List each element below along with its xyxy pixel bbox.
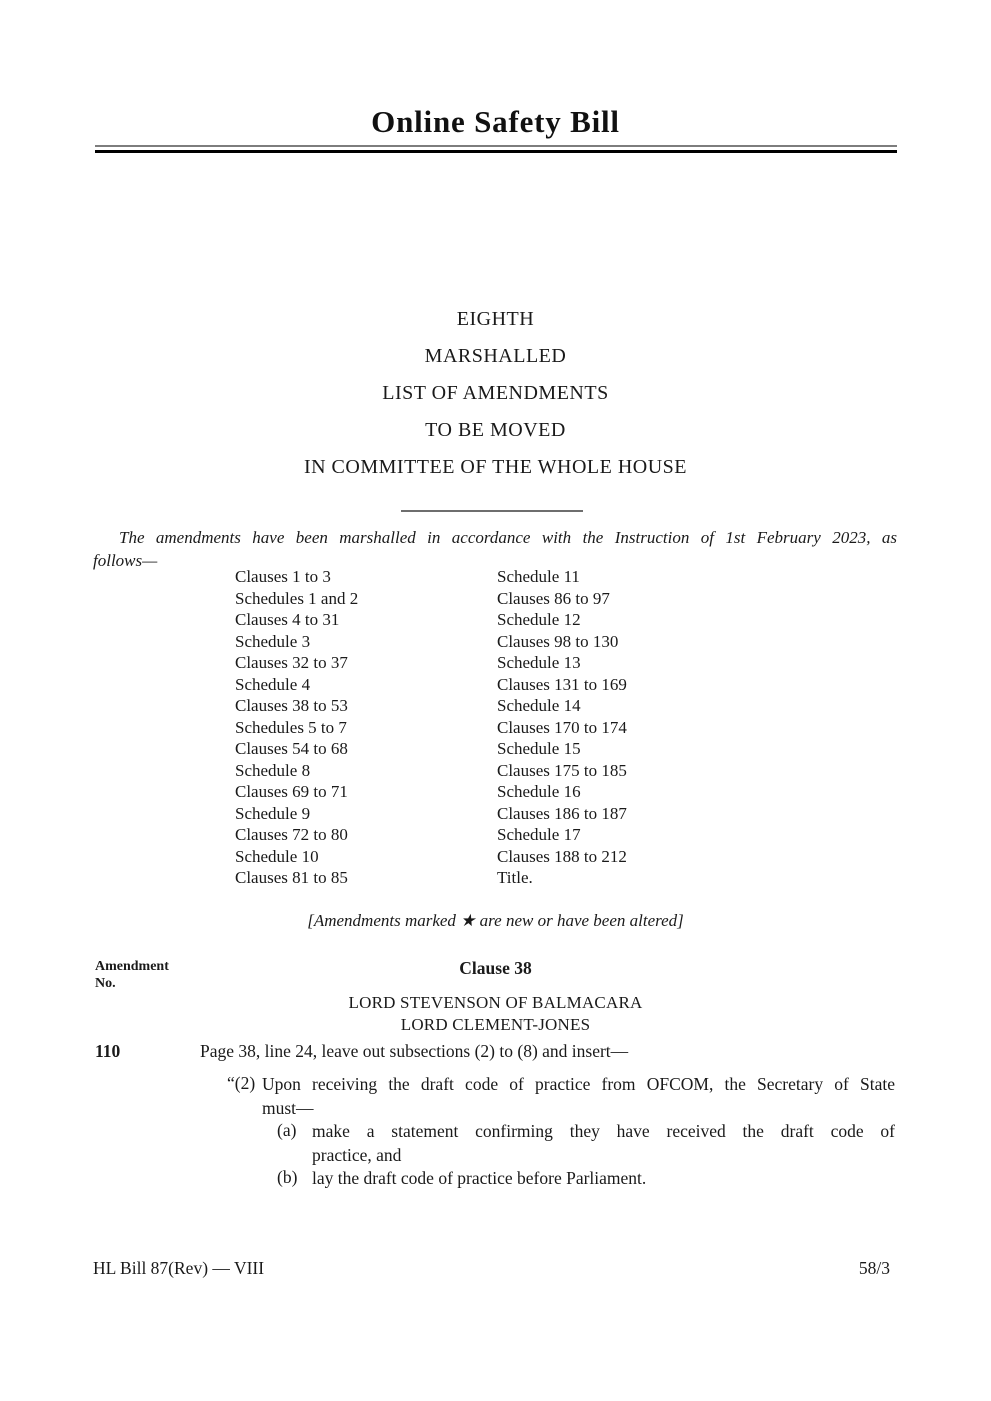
marshalling-item: Clauses 38 to 53 — [235, 696, 348, 715]
paragraph-b-text — [312, 1167, 895, 1191]
mover-name: LORD STEVENSON OF BALMACARA — [348, 993, 643, 1012]
marshalling-item: Schedule 12 — [497, 610, 581, 629]
marshalling-item: Schedule 4 — [235, 674, 311, 694]
marshalling-item: Schedule 9 — [235, 803, 311, 823]
marshalling-item: Clauses 188 to 212 — [497, 846, 627, 866]
footer-page-ref: 58/3 — [858, 1258, 890, 1278]
marshalling-item: Schedule 11 — [497, 567, 580, 586]
marshalling-item: Clauses 98 to 130 — [497, 631, 619, 651]
clause-heading: Clause 38 — [459, 958, 532, 978]
footer-bill-number: HL Bill 87(Rev) — VIII — [93, 1258, 265, 1278]
marshalling-item: Schedule 15 — [497, 739, 581, 758]
document-heading — [0, 301, 991, 486]
paragraph-b-marker: (b) — [277, 1167, 298, 1187]
amendment-number: 110 — [95, 1041, 121, 1061]
marshalling-item: Clauses 186 to 187 — [497, 803, 627, 823]
marshalling-item: Clauses 4 to 31 — [235, 610, 340, 629]
heading-line: LIST OF AMENDMENTS — [382, 382, 609, 404]
separator-rule — [401, 510, 583, 512]
marshalling-left-column — [235, 566, 358, 889]
marshalling-item: Schedule 17 — [497, 825, 581, 844]
marshalling-note-line: The amendments have been marshalled in accordance with the Instruction of 1st February 2023, as — [119, 528, 897, 547]
amendment-no-label-line: No. — [95, 975, 116, 991]
amendment-no-label-line: Amendment — [95, 959, 169, 974]
subsection-marker: “(2) — [227, 1073, 256, 1093]
marshalling-item: Clauses 86 to 97 — [497, 588, 610, 608]
marshalling-item: Clauses 175 to 185 — [497, 760, 627, 780]
marshalling-item: Schedule 14 — [497, 696, 581, 715]
marshalling-note-line: follows— — [93, 551, 158, 570]
heading-line: TO BE MOVED — [425, 419, 566, 441]
marshalling-item: Clauses 170 to 174 — [497, 717, 627, 737]
paragraph-a-line: make a statement confirming they have received the draft code of — [312, 1121, 895, 1141]
subsection-text-line: must— — [262, 1097, 314, 1118]
movers-list — [0, 992, 991, 1035]
marshalling-item: Clauses 32 to 37 — [235, 653, 348, 672]
bill-title: Online Safety Bill — [371, 104, 620, 139]
marshalling-item: Clauses 1 to 3 — [235, 567, 331, 586]
marshalling-item: Schedule 8 — [235, 760, 311, 780]
marshalling-item: Schedule 10 — [235, 846, 319, 866]
heading-line: EIGHTH — [456, 308, 535, 330]
header-rule-thin — [95, 145, 897, 147]
paragraph-a-text — [312, 1120, 895, 1167]
marshalling-item: Clauses 81 to 85 — [235, 868, 348, 887]
paragraph-a-line: practice, and — [312, 1144, 402, 1165]
amendment-instruction: Page 38, line 24, leave out subsections (2) to (8) and insert— — [200, 1041, 629, 1061]
marshalling-note — [93, 526, 897, 572]
star-note: [Amendments marked ★ are new or have been altered] — [307, 911, 684, 930]
marshalling-item: Schedule 13 — [497, 653, 581, 672]
marshalling-item: Schedule 3 — [235, 631, 311, 651]
mover-name: LORD CLEMENT-JONES — [400, 1014, 591, 1034]
marshalling-item: Clauses 131 to 169 — [497, 674, 627, 694]
marshalling-item: Schedules 1 and 2 — [235, 588, 359, 608]
subsection-text — [262, 1073, 895, 1120]
heading-line: IN COMMITTEE OF THE WHOLE HOUSE — [303, 456, 688, 478]
marshalling-item: Clauses 54 to 68 — [235, 739, 348, 758]
marshalling-item: Schedules 5 to 7 — [235, 717, 347, 737]
paragraph-b-line: lay the draft code of practice before Parliament. — [312, 1168, 647, 1188]
marshalling-item: Title. — [497, 868, 533, 887]
marshalling-right-column — [497, 566, 627, 889]
heading-line: MARSHALLED — [424, 345, 567, 367]
header-rule-thick — [95, 150, 897, 153]
paragraph-a-marker: (a) — [277, 1120, 297, 1140]
subsection-text-line: Upon receiving the draft code of practice from OFCOM, the Secretary of State — [262, 1074, 895, 1094]
marshalling-item: Clauses 69 to 71 — [235, 782, 348, 801]
marshalling-item: Clauses 72 to 80 — [235, 825, 348, 844]
marshalling-item: Schedule 16 — [497, 782, 581, 801]
